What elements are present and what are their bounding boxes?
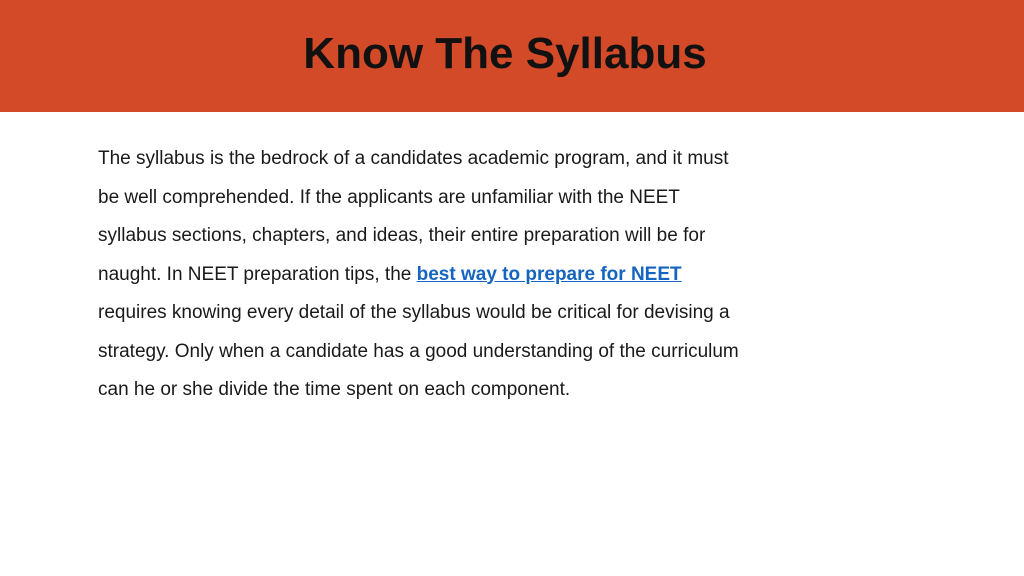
- paragraph-line: The syllabus is the bedrock of a candidates academic program, and it must: [98, 148, 729, 169]
- paragraph-text: naught. In NEET preparation tips, the: [98, 263, 417, 285]
- paragraph-line: requires knowing every detail of the syllabus would be critical for devising a: [98, 302, 730, 323]
- paragraph-line: syllabus sections, chapters, and ideas, their entire preparation will be for: [98, 225, 706, 246]
- paragraph-line: can he or she divide the time spent on each component.: [98, 379, 571, 400]
- paragraph-line: strategy. Only when a candidate has a good understanding of the curriculum: [98, 340, 739, 362]
- title-banner: [0, 0, 1024, 112]
- slide-title: Know The Syllabus: [303, 29, 707, 78]
- body-paragraph: [98, 140, 838, 410]
- neet-preparation-link[interactable]: best way to prepare for NEET: [416, 263, 682, 285]
- paragraph-line: be well comprehended. If the applicants are unfamiliar with the NEET: [98, 186, 680, 208]
- paragraph-line-with-link: [98, 256, 838, 295]
